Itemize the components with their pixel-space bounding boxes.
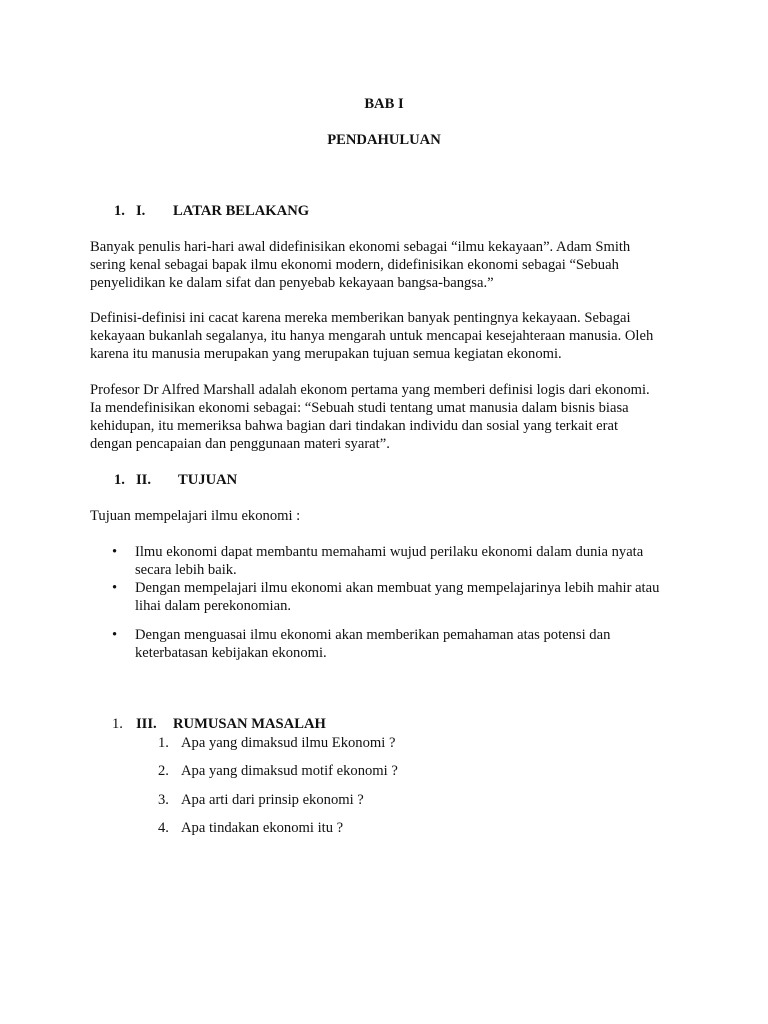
paragraph-line: karena itu manusia merupakan yang merupakan tujuan semua kegiatan ekonomi.: [90, 346, 562, 362]
list-text: Apa tindakan ekonomi itu ?: [181, 820, 344, 836]
tujuan-intro: [90, 507, 680, 525]
section-roman: II.: [136, 472, 152, 488]
paragraph-line: penyelidikan ke dalam sifat dan penyebab kekayaan bangsa-bangsa.”: [90, 275, 494, 291]
list-text: Apa arti dari prinsip ekonomi ?: [181, 792, 364, 808]
paragraph-line: kehidupan, itu memeriksa bahwa bagian dari tindakan individu dan sosial yang terkait erat: [90, 418, 619, 434]
section-number: 1.: [114, 472, 125, 488]
section-title: RUMUSAN MASALAH: [173, 716, 326, 732]
chapter-label: BAB I: [364, 96, 404, 112]
paragraph: [90, 381, 680, 453]
list-number: 4.: [158, 820, 169, 836]
section-title: LATAR BELAKANG: [173, 203, 310, 219]
paragraph: [90, 309, 680, 363]
paragraph-line: Ia mendefinisikan ekonomi sebagai: “Sebuah studi tentang umat manusia dalam bisnis biasa: [90, 400, 629, 416]
bullet-line: lihai dalam perekonomian.: [135, 598, 292, 614]
bullet-glyph: •: [112, 627, 118, 643]
bullet-line: Dengan mempelajari ilmu ekonomi akan membuat yang mempelajarinya lebih mahir atau: [135, 580, 660, 596]
bullet-glyph: •: [112, 580, 118, 596]
paragraph-line: sering kenal sebagai bapak ilmu ekonomi modern, didefinisikan ekonomi sebagai “Sebuah: [90, 257, 619, 273]
bullet-line: keterbatasan kebijakan ekonomi.: [135, 645, 327, 661]
list-number: 2.: [158, 763, 169, 779]
bullet-line: Ilmu ekonomi dapat membantu memahami wujud perilaku ekonomi dalam dunia nyata: [135, 544, 644, 560]
section-title: TUJUAN: [178, 472, 238, 488]
paragraph-line: kekayaan bukanlah segalanya, itu hanya mengarah untuk mencapai kesejahteraan manusia. Oleh: [90, 328, 654, 344]
paragraph: [90, 238, 680, 292]
bullet-glyph: •: [112, 544, 118, 560]
paragraph-line: Banyak penulis hari-hari awal didefinisikan ekonomi sebagai “ilmu kekayaan”. Adam Smith: [90, 239, 631, 255]
list-number: 1.: [158, 735, 169, 751]
paragraph-line: Definisi-definisi ini cacat karena mereka memberikan banyak pentingnya kekayaan. Sebagai: [90, 310, 631, 326]
chapter-title: PENDAHULUAN: [327, 132, 441, 148]
section-roman: I.: [136, 203, 146, 219]
section-number: 1.: [114, 203, 125, 219]
paragraph-line: dengan pencapaian dan penggunaan materi syarat”.: [90, 436, 390, 452]
bullet-line: Dengan menguasai ilmu ekonomi akan memberikan pemahaman atas potensi dan: [135, 627, 611, 643]
section-number: 1.: [112, 716, 123, 732]
list-text: Apa yang dimaksud motif ekonomi ?: [181, 763, 398, 779]
list-text: Apa yang dimaksud ilmu Ekonomi ?: [181, 735, 396, 751]
paragraph-line: Profesor Dr Alfred Marshall adalah ekonom pertama yang memberi definisi logis dari ekonomi.: [90, 382, 650, 398]
section-roman: III.: [136, 716, 157, 732]
bullet-line: secara lebih baik.: [135, 562, 237, 578]
list-number: 3.: [158, 792, 169, 808]
paragraph-line: Tujuan mempelajari ilmu ekonomi :: [90, 508, 301, 524]
